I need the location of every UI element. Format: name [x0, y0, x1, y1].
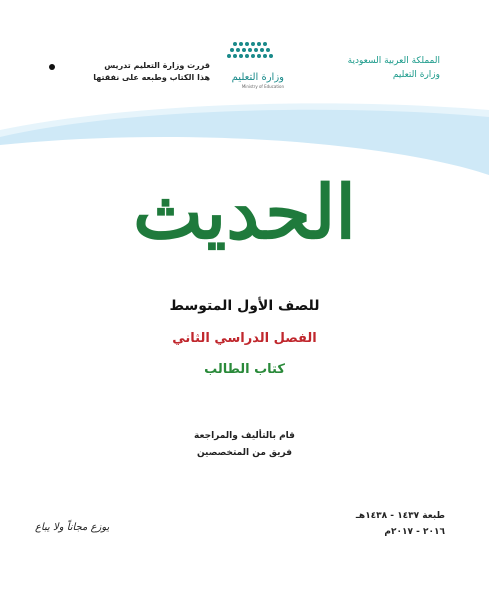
free-distribution-note: يوزع مجاناً ولا يباع — [35, 522, 110, 533]
kingdom-header — [330, 54, 440, 82]
kingdom-line-2: وزارة التعليم — [392, 70, 440, 80]
decorative-swoosh — [0, 95, 489, 175]
bullet-dot-icon — [49, 64, 55, 70]
edition-hijri: طبعة ١٤٣٧ - ١٤٣٨هـ — [355, 511, 445, 521]
book-title: الحديث — [133, 170, 356, 256]
term-label: الفصل الدراسي الثاني — [172, 331, 317, 346]
ministry-logo-icon — [205, 38, 295, 98]
decree-text — [60, 60, 210, 84]
decree-line-1: قررت وزارة التعليم تدريس — [104, 61, 210, 70]
ministry-name-en: Ministry of Education — [241, 84, 284, 89]
credits-line-1: قام بالتأليف والمراجعة — [194, 431, 295, 441]
ministry-name-ar: وزارة التعليم — [231, 72, 284, 83]
edition-gregorian: ٢٠١٦ - ٢٠١٧م — [384, 527, 445, 537]
grade-label: للصف الأول المتوسط — [169, 298, 320, 314]
decree-line-2: هذا الكتاب وطبعه على نفقتها — [93, 73, 210, 82]
kingdom-line-1: المملكة العربية السعودية — [347, 56, 440, 66]
credits-line-2: فريق من المتخصصين — [196, 448, 293, 458]
book-type-label: كتاب الطالب — [204, 362, 285, 377]
